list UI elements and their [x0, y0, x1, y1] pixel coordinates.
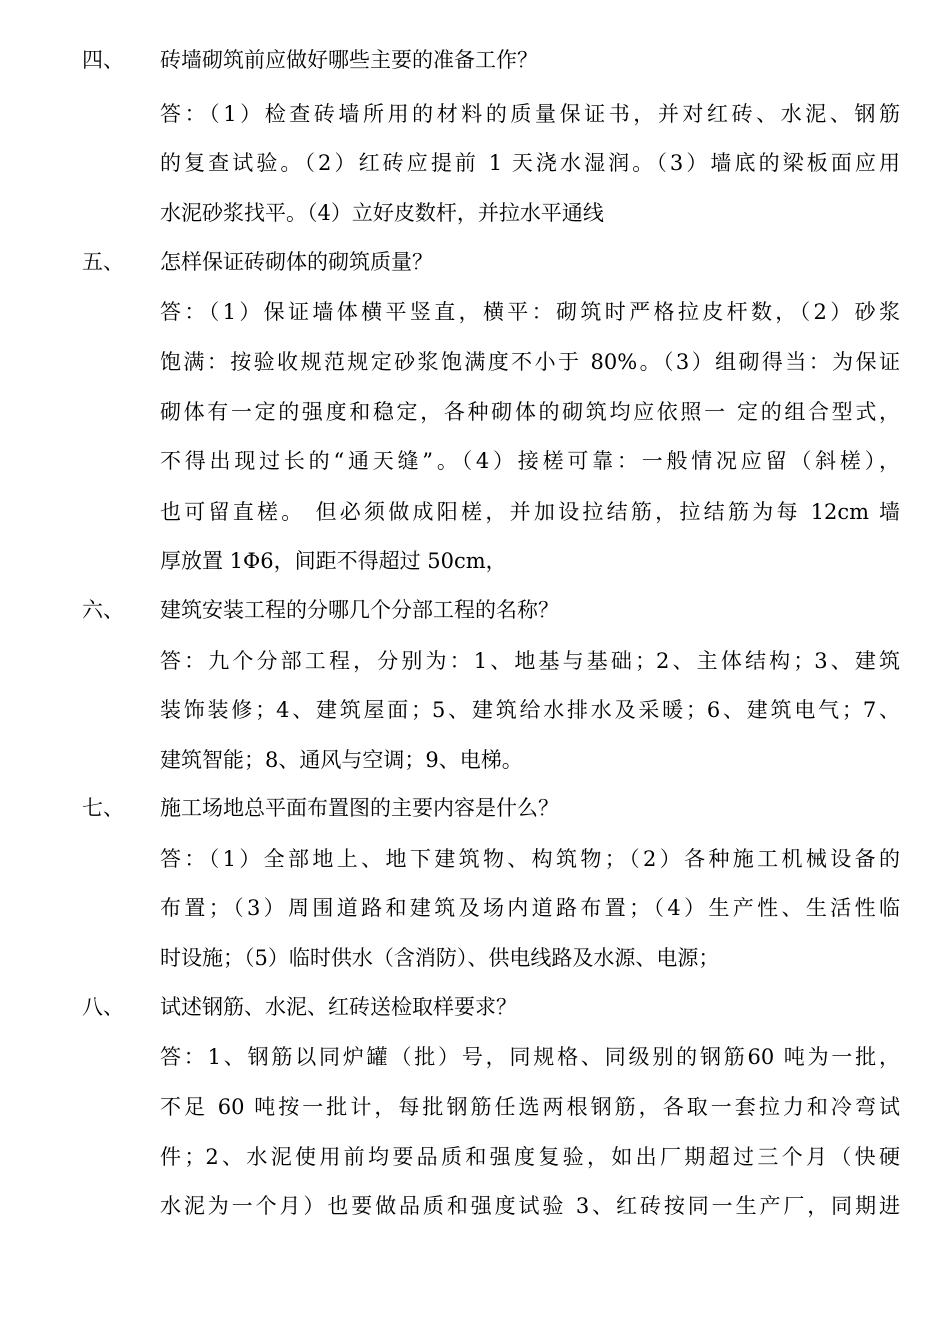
question-text: 怎样保证砖砌体的砌筑质量？ [160, 250, 433, 274]
answer-line: 答：（1）保证墙体横平竖直，横平：砌筑时严格拉皮杆数，（2）砂浆 [160, 300, 900, 324]
question-heading [82, 592, 912, 628]
answer-line: 时设施；（5）临时供水（含消防）、供电线路及水源、电源； [160, 946, 720, 970]
answer-line: 也可留直槎。 但必须做成阳槎，并加设拉结筋，拉结筋为每 12cm 墙 [160, 500, 900, 524]
answer-line: 建筑智能；8、通风与空调；9、电梯。 [160, 748, 523, 772]
question-text: 施工场地总平面布置图的主要内容是什么？ [160, 796, 559, 820]
answer-line: 答：（1）检查砖墙所用的材料的质量保证书，并对红砖、水泥、钢筋 [160, 102, 900, 126]
answer-line: 答：九个分部工程，分别为：1、地基与基础；2、主体结构；3、建筑 [160, 649, 900, 673]
question-heading [82, 790, 912, 826]
question-text: 砖墙砌筑前应做好哪些主要的准备工作？ [160, 48, 538, 72]
question-heading [82, 42, 912, 78]
question-number: 四、 [82, 48, 124, 72]
answer-line: 饱满：按验收规范规定砂浆饱满度不小于 80%。（3）组砌得当：为保证 [160, 350, 900, 374]
question-number: 五、 [82, 250, 124, 274]
answer-line: 不足 60 吨按一批计，每批钢筋任选两根钢筋，各取一套拉力和冷弯试 [160, 1095, 900, 1119]
question-number: 六、 [82, 598, 124, 622]
answer-line: 装饰装修；4、建筑屋面；5、建筑给水排水及采暖；6、建筑电气；7、 [160, 698, 900, 722]
question-text: 试述钢筋、水泥、红砖送检取样要求？ [160, 995, 517, 1019]
answer-line: 不得出现过长的“通天缝”。（4）接槎可靠：一般情况应留（斜槎）， [160, 449, 900, 473]
answer-line: 布置；（3）周围道路和建筑及场内道路布置；（4）生产性、生活性临 [160, 896, 900, 920]
question-number: 八、 [82, 995, 124, 1019]
answer-line: 件；2、水泥使用前均要品质和强度复验，如出厂期超过三个月（快硬 [160, 1145, 900, 1169]
answer-line: 水泥为一个月）也要做品质和强度试验 3、红砖按同一生产厂，同期进 [160, 1194, 900, 1218]
question-number: 七、 [82, 796, 124, 820]
answer-line: 厚放置 1Φ6，间距不得超过 50cm， [160, 549, 507, 573]
question-text: 建筑安装工程的分哪几个分部工程的名称？ [160, 598, 559, 622]
answer-line: 水泥砂浆找平。（4）立好皮数杆，并拉水平通线 [160, 201, 604, 225]
question-heading [82, 989, 912, 1025]
answer-line: 答：1、钢筋以同炉罐（批）号，同规格、同级别的钢筋60 吨为一批， [160, 1045, 900, 1069]
answer-line: 砌体有一定的强度和稳定，各种砌体的砌筑均应依照一 定的组合型式， [160, 400, 900, 424]
answer-line: 的复查试验。（2）红砖应提前 1 天浇水湿润。（3）墙底的梁板面应用 [160, 151, 900, 175]
answer-line: 答：（1）全部地上、地下建筑物、构筑物；（2）各种施工机械设备的 [160, 847, 900, 871]
question-heading [82, 244, 912, 280]
